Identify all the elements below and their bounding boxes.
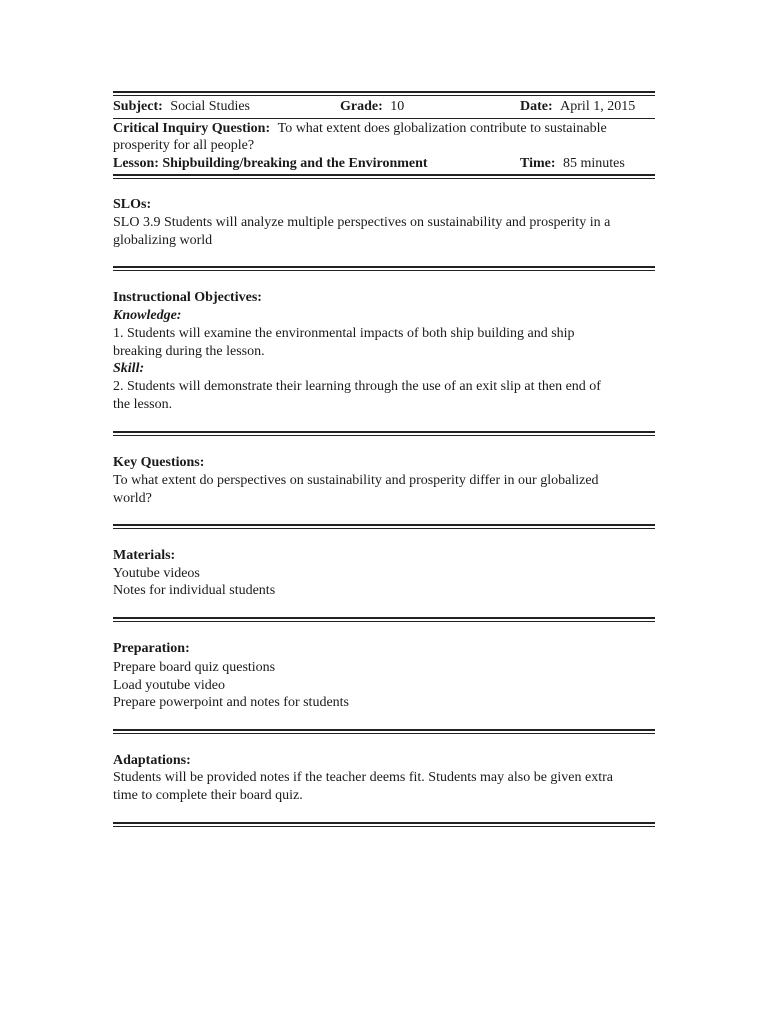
adaptations-line-1: Students will be provided notes if the teacher deems fit. Students may also be given extra [113,770,613,785]
subject-label: Subject: [113,99,163,114]
slos-heading: SLOs: [113,197,152,212]
lesson-title: Lesson: Shipbuilding/breaking and the Environment [113,156,428,171]
date-label: Date: [520,99,553,114]
preparation-heading: Preparation: [113,641,190,656]
list-item: Load youtube video [113,678,225,693]
section-divider [113,431,655,436]
section-divider [113,822,655,827]
time-label: Time: [520,156,556,171]
critical-inquiry-question [113,120,655,138]
knowledge-line-2: breaking during the lesson. [113,344,265,359]
list-item: Prepare powerpoint and notes for students [113,695,349,710]
header-bottom-rule [113,174,655,179]
skill-line-1: 2. Students will demonstrate their learning through the use of an exit slip at then end of [113,379,601,394]
grade-value: 10 [390,99,405,114]
key-questions-line-2: world? [113,491,152,506]
objectives-heading: Instructional Objectives: [113,290,262,305]
materials-heading: Materials: [113,548,176,563]
ciq-label: Critical Inquiry Question: [113,121,271,136]
adaptations-line-2: time to complete their board quiz. [113,788,303,803]
slos-line-1: SLO 3.9 Students will analyze multiple perspectives on sustainability and prosperity in a [113,215,611,230]
section-divider [113,617,655,622]
header-mid-rule [113,118,655,119]
list-item: Prepare board quiz questions [113,660,276,675]
list-item: Notes for individual students [113,583,276,598]
list-item: Youtube videos [113,566,200,581]
skill-label: Skill: [113,361,145,376]
section-divider [113,266,655,271]
subject-value: Social Studies [170,99,251,114]
skill-line-2: the lesson. [113,397,173,412]
grade-label: Grade: [340,99,383,114]
key-questions-line-1: To what extent do perspectives on sustainability and prosperity differ in our globalized [113,473,599,488]
slos-line-2: globalizing world [113,233,213,248]
header-top-rule [113,91,655,96]
time-value: 85 minutes [563,156,625,171]
knowledge-label: Knowledge: [113,308,182,323]
date-value: April 1, 2015 [560,99,636,114]
ciq-value-line-1: To what extent does globalization contribute to sustainable [277,121,607,136]
adaptations-heading: Adaptations: [113,753,191,768]
key-questions-heading: Key Questions: [113,455,205,470]
section-divider [113,524,655,529]
knowledge-line-1: 1. Students will examine the environmental impacts of both ship building and ship [113,326,575,341]
section-divider [113,729,655,734]
ciq-value-line-2: prosperity for all people? [113,138,255,153]
